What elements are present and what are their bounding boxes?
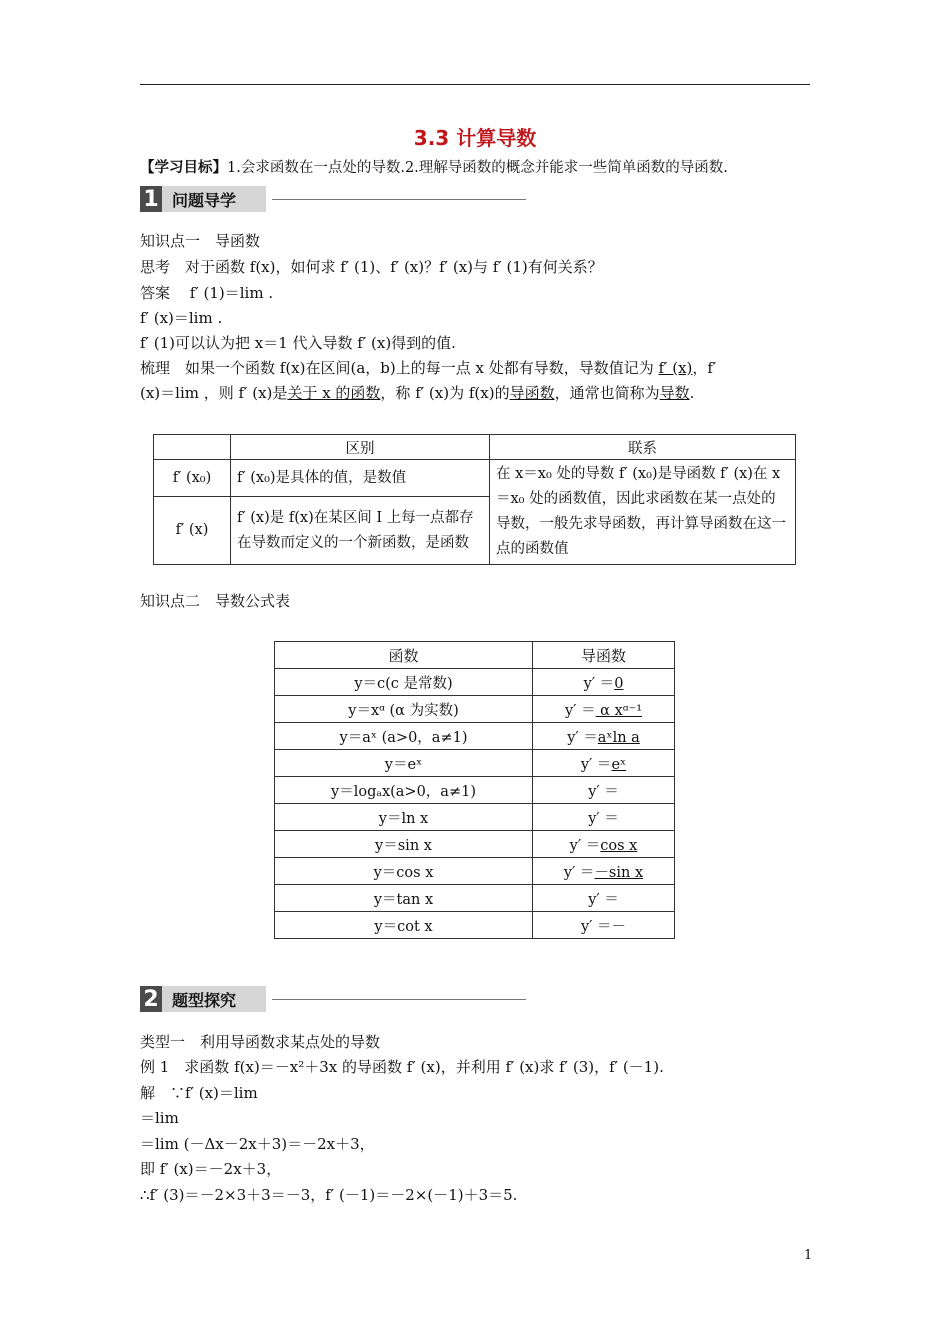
text-run: y′ ＝ bbox=[580, 756, 612, 773]
page-number: 1 bbox=[804, 1248, 813, 1263]
text-run: y′ ＝ bbox=[569, 837, 601, 854]
table-header-row bbox=[275, 642, 675, 669]
row-label: f′ (x₀) bbox=[154, 460, 231, 497]
text-run: . bbox=[689, 384, 695, 402]
text-run: y′ ＝ bbox=[588, 783, 619, 800]
text-run: y′ ＝－ bbox=[580, 918, 627, 935]
blank-answer: 0 bbox=[614, 675, 624, 692]
solution-step-2: ＝lim bbox=[140, 1109, 179, 1127]
derivative-cell bbox=[533, 696, 675, 723]
row-label: f′ (x) bbox=[154, 497, 231, 565]
table-header-cell: 函数 bbox=[275, 642, 533, 669]
solution-step-5: ∴f′ (3)＝－2×3＋3＝－3，f′ (－1)＝－2×(－1)＋3＝5. bbox=[140, 1186, 518, 1204]
text-run: y′ ＝ bbox=[564, 702, 596, 719]
text-run: 梳理 如果一个函数 f(x)在区间(a，b)上的每一点 x 处都有导数，导数值记为 bbox=[140, 359, 659, 377]
learning-goal bbox=[140, 156, 728, 177]
section-rule bbox=[272, 999, 526, 1000]
kp1-summary-line-1 bbox=[140, 357, 716, 379]
text-run: y′ ＝ bbox=[583, 675, 615, 692]
section-label: 题型探究 bbox=[162, 986, 266, 1012]
table-row bbox=[275, 669, 675, 696]
example-1-question: 例 1 求函数 f(x)＝－x²＋3x 的导函数 f′ (x)，并利用 f′ (x)求 f′ (3)，f′ (－1). bbox=[140, 1058, 664, 1076]
blank-answer: 导函数 bbox=[509, 384, 555, 402]
derivative-cell bbox=[533, 831, 675, 858]
blank-answer: cos x bbox=[600, 837, 638, 854]
table-header-cell bbox=[154, 435, 231, 460]
text-run: ，称 f′ (x)为 f(x)的 bbox=[380, 384, 510, 402]
text-run: ，通常也简称为 bbox=[554, 384, 660, 402]
function-cell: y＝c(c 是常数) bbox=[275, 669, 533, 696]
function-cell: y＝sin x bbox=[275, 831, 533, 858]
table-header-cell: 联系 bbox=[490, 435, 796, 460]
solution-step-4: 即 f′ (x)＝－2x＋3， bbox=[140, 1160, 282, 1178]
blank-answer: eˣ bbox=[611, 756, 627, 773]
section-header-1 bbox=[140, 186, 526, 212]
header-rule bbox=[140, 84, 810, 85]
difference-cell: f′ (x₀)是具体的值，是数值 bbox=[231, 460, 490, 497]
table-row bbox=[275, 831, 675, 858]
kp2-heading: 知识点二 导数公式表 bbox=[140, 592, 291, 610]
derivative-cell bbox=[533, 669, 675, 696]
text-run: y′ ＝ bbox=[567, 729, 598, 746]
derivative-cell bbox=[533, 858, 675, 885]
function-cell: y＝tan x bbox=[275, 885, 533, 912]
type1-heading: 类型一 利用导函数求某点处的导数 bbox=[140, 1033, 381, 1051]
difference-cell: f′ (x)是 f(x)在某区间 I 上每一点都存在导数而定义的一个新函数，是函数 bbox=[231, 497, 490, 565]
blank-answer: aˣln a bbox=[597, 729, 640, 746]
learning-goal-tag: 【学习目标】 bbox=[140, 159, 227, 176]
function-cell: y＝cot x bbox=[275, 912, 533, 939]
table-row bbox=[275, 885, 675, 912]
derivative-cell bbox=[533, 750, 675, 777]
section-number: 2 bbox=[140, 986, 162, 1012]
blank-answer: 导数 bbox=[659, 384, 690, 402]
function-cell: y＝cos x bbox=[275, 858, 533, 885]
section-number: 1 bbox=[140, 186, 162, 212]
comparison-table bbox=[153, 434, 796, 565]
function-cell: y＝aˣ (a>0，a≠1) bbox=[275, 723, 533, 750]
blank-answer: 关于 x 的函数 bbox=[287, 384, 381, 402]
kp1-heading: 知识点一 导函数 bbox=[140, 232, 261, 250]
learning-goal-text: 1.会求函数在一点处的导数.2.理解导函数的概念并能求一些简单函数的导函数. bbox=[227, 160, 728, 176]
function-cell: y＝eˣ bbox=[275, 750, 533, 777]
blank-answer: f′ (x) bbox=[658, 359, 693, 377]
text-run: (x)＝lim ，则 f′ (x)是 bbox=[140, 384, 288, 402]
function-cell: y＝ln x bbox=[275, 804, 533, 831]
table-header-row bbox=[154, 435, 796, 460]
table-row bbox=[275, 804, 675, 831]
solution-step-3: ＝lim (－Δx－2x＋3)＝－2x＋3， bbox=[140, 1135, 375, 1153]
function-cell: y＝xᵅ (α 为实数) bbox=[275, 696, 533, 723]
table-row bbox=[275, 777, 675, 804]
derivative-formula-table bbox=[274, 641, 675, 939]
page-title: 3.3 计算导数 bbox=[413, 126, 537, 150]
derivative-cell bbox=[533, 723, 675, 750]
section-header-2 bbox=[140, 986, 526, 1012]
relation-cell: 在 x＝x₀ 处的导数 f′ (x₀)是导函数 f′ (x)在 x＝x₀ 处的函数值，因此求函数在某一点处的导数，一般先求导函数，再计算导函数在这一点的函数值 bbox=[490, 460, 796, 565]
kp1-summary-line-2 bbox=[140, 382, 694, 404]
table-header-cell: 区别 bbox=[231, 435, 490, 460]
table-row bbox=[275, 723, 675, 750]
derivative-cell bbox=[533, 912, 675, 939]
table-row bbox=[275, 750, 675, 777]
solution-step-1: 解 ∵f′ (x)＝lim bbox=[140, 1084, 258, 1102]
text-run: y′ ＝ bbox=[588, 891, 619, 908]
derivative-cell bbox=[533, 804, 675, 831]
text-run: ，f′ bbox=[692, 359, 717, 377]
section-rule bbox=[272, 199, 526, 200]
text-run: y′ ＝ bbox=[563, 864, 595, 881]
table-row bbox=[275, 696, 675, 723]
table-row bbox=[275, 858, 675, 885]
table-header-cell: 导函数 bbox=[533, 642, 675, 669]
function-cell: y＝logₐx(a>0，a≠1) bbox=[275, 777, 533, 804]
kp1-answer-3: f′ (1)可以认为把 x＝1 代入导数 f′ (x)得到的值. bbox=[140, 334, 456, 352]
table-row bbox=[275, 912, 675, 939]
derivative-cell bbox=[533, 777, 675, 804]
kp1-answer-1: 答案 f′ (1)＝lim . bbox=[140, 284, 274, 302]
derivative-cell bbox=[533, 885, 675, 912]
blank-answer: －sin x bbox=[594, 864, 644, 881]
text-run: y′ ＝ bbox=[588, 810, 619, 827]
kp1-answer-2: f′ (x)＝lim . bbox=[140, 309, 223, 327]
table-row bbox=[154, 460, 796, 497]
kp1-think: 思考 对于函数 f(x)，如何求 f′ (1)、f′ (x)？f′ (x)与 f′ (1)有何关系？ bbox=[140, 258, 603, 276]
section-label: 问题导学 bbox=[162, 186, 266, 212]
blank-answer: α xᵅ⁻¹ bbox=[595, 702, 643, 719]
